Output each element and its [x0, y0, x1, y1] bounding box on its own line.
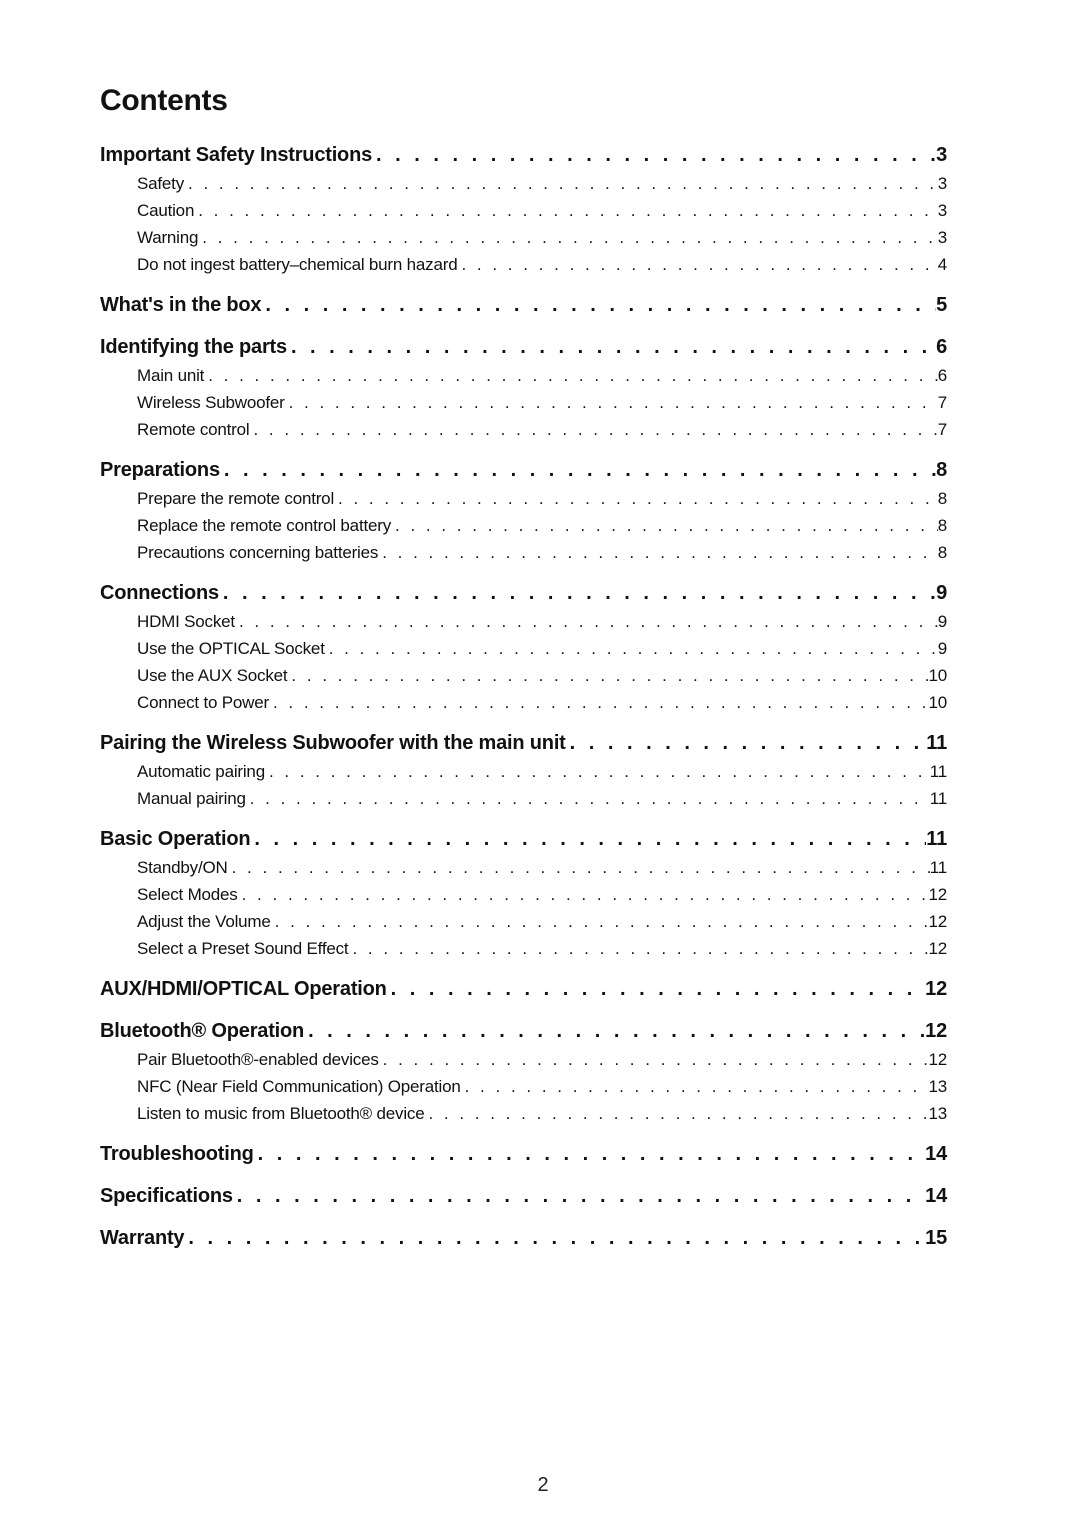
table-of-contents: [100, 141, 947, 1266]
dot-leader: [265, 758, 930, 785]
toc-subsection-title: Listen to music from Bluetooth® device: [137, 1104, 425, 1123]
dot-leader: [250, 825, 926, 854]
toc-section-title: Preparations: [100, 459, 220, 481]
toc-subsection-page: 12: [928, 939, 947, 958]
toc-subsection-page: 10: [928, 666, 947, 685]
toc-section-title: Bluetooth® Operation: [100, 1020, 305, 1042]
toc-subsection-title: Remote control: [137, 420, 250, 439]
toc-subsection-page: 3: [937, 201, 947, 220]
toc-section-page: 5: [936, 294, 947, 316]
toc-subsection-entry[interactable]: [100, 362, 947, 389]
toc-section-title: Troubleshooting: [100, 1143, 254, 1165]
toc-section-page: 12: [925, 1020, 947, 1042]
toc-subsection-entry[interactable]: [100, 1073, 947, 1100]
toc-section-page: 14: [925, 1185, 947, 1207]
toc-subsection-title: HDMI Socket: [137, 612, 235, 631]
toc-subsection-entry[interactable]: [100, 758, 947, 785]
dot-leader: [287, 662, 928, 689]
toc-subsection-title: Adjust the Volume: [137, 912, 271, 931]
toc-section: [100, 456, 947, 566]
toc-subsection-title: Precautions concerning batteries: [137, 543, 379, 562]
toc-subsection-entry[interactable]: [100, 170, 947, 197]
toc-subsection-page: 11: [929, 789, 947, 808]
toc-subsection-page: 13: [928, 1077, 947, 1096]
dot-leader: [246, 785, 930, 812]
toc-subsection-entry[interactable]: [100, 389, 947, 416]
toc-subsection-entry[interactable]: [100, 539, 947, 566]
toc-subsection-page: 6: [937, 366, 947, 385]
dot-leader: [235, 608, 938, 635]
toc-subsection-page: 7: [937, 420, 947, 439]
dot-leader: [348, 935, 928, 962]
dot-leader: [457, 251, 937, 278]
toc-subsection-page: 7: [937, 393, 947, 412]
page-number: 2: [537, 1474, 549, 1496]
dot-leader: [184, 1224, 925, 1253]
toc-subsection-page: 8: [937, 543, 947, 562]
dot-leader: [424, 1100, 928, 1127]
toc-section-page: 11: [926, 732, 947, 754]
toc-section-page: 11: [926, 828, 947, 850]
toc-section-entry[interactable]: [100, 1017, 947, 1046]
toc-subsection-page: 9: [937, 639, 947, 658]
toc-subsection-title: Pair Bluetooth®-enabled devices: [137, 1050, 379, 1069]
toc-subsection-entry[interactable]: [100, 416, 947, 443]
toc-subsection-entry[interactable]: [100, 854, 947, 881]
toc-subsection-title: Replace the remote control battery: [137, 516, 392, 535]
toc-subsection-title: Safety: [137, 174, 184, 193]
dot-leader: [228, 854, 930, 881]
toc-section-title: What's in the box: [100, 294, 262, 316]
toc-section-title: Connections: [100, 582, 219, 604]
toc-section-entry[interactable]: [100, 1140, 947, 1169]
toc-subsection-entry[interactable]: [100, 881, 947, 908]
toc-subsection-entry[interactable]: [100, 512, 947, 539]
toc-section: [100, 1017, 947, 1127]
toc-section: [100, 729, 947, 812]
dot-leader: [379, 1046, 929, 1073]
toc-section-title: AUX/HDMI/OPTICAL Operation: [100, 978, 387, 1000]
dot-leader: [261, 291, 936, 320]
toc-subsection-page: 12: [928, 912, 947, 931]
toc-subsection-entry[interactable]: [100, 785, 947, 812]
dot-leader: [334, 485, 938, 512]
toc-section-page: 6: [936, 336, 947, 358]
toc-section: [100, 291, 947, 320]
toc-subsection-page: 13: [928, 1104, 947, 1123]
toc-section-entry[interactable]: [100, 1224, 947, 1253]
dot-leader: [194, 197, 938, 224]
toc-subsection-entry[interactable]: [100, 224, 947, 251]
toc-subsection-title: Prepare the remote control: [137, 489, 335, 508]
toc-subsection-page: 4: [937, 255, 947, 274]
dot-leader: [372, 141, 936, 170]
toc-section-title: Specifications: [100, 1185, 233, 1207]
dot-leader: [387, 975, 925, 1004]
toc-subsection-title: Warning: [137, 228, 199, 247]
dot-leader: [204, 362, 938, 389]
dot-leader: [391, 512, 938, 539]
dot-leader: [378, 539, 938, 566]
dot-leader: [220, 456, 936, 485]
toc-section-page: 3: [936, 144, 947, 166]
toc-section-entry[interactable]: [100, 579, 947, 608]
toc-section-page: 8: [936, 459, 947, 481]
toc-section: [100, 1182, 947, 1211]
toc-section: [100, 825, 947, 962]
toc-subsection-page: 11: [929, 762, 947, 781]
dot-leader: [219, 579, 936, 608]
toc-section-entry[interactable]: [100, 141, 947, 170]
toc-section-page: 14: [925, 1143, 947, 1165]
toc-subsection-title: Use the OPTICAL Socket: [137, 639, 325, 658]
toc-subsection-title: Use the AUX Socket: [137, 666, 288, 685]
toc-subsection-page: 10: [928, 693, 947, 712]
toc-subsection-page: 12: [928, 1050, 947, 1069]
dot-leader: [304, 1017, 925, 1046]
toc-section-page: 12: [925, 978, 947, 1000]
toc-subsection-entry[interactable]: [100, 1046, 947, 1073]
toc-subsection-title: Main unit: [137, 366, 205, 385]
dot-leader: [271, 908, 929, 935]
toc-section-entry[interactable]: [100, 975, 947, 1004]
dot-leader: [325, 635, 938, 662]
toc-section-title: Pairing the Wireless Subwoofer with the main unit: [100, 732, 566, 754]
toc-subsection-entry[interactable]: [100, 635, 947, 662]
toc-section: [100, 333, 947, 443]
toc-section-page: 15: [925, 1227, 947, 1249]
toc-subsection-title: Select a Preset Sound Effect: [137, 939, 349, 958]
toc-section-title: Important Safety Instructions: [100, 144, 373, 166]
toc-section-title: Warranty: [100, 1227, 185, 1249]
dot-leader: [269, 689, 929, 716]
toc-section-page: 9: [936, 582, 947, 604]
toc-subsection-entry[interactable]: [100, 908, 947, 935]
toc-subsection-title: Standby/ON: [137, 858, 228, 877]
toc-subsection-page: 3: [937, 228, 947, 247]
toc-subsection-page: 12: [928, 885, 947, 904]
toc-subsection-page: 8: [937, 516, 947, 535]
dot-leader: [461, 1073, 929, 1100]
toc-subsection-page: 11: [929, 858, 947, 877]
dot-leader: [198, 224, 937, 251]
toc-section-entry[interactable]: [100, 825, 947, 854]
toc-subsection-entry[interactable]: [100, 1100, 947, 1127]
toc-subsection-page: 9: [937, 612, 947, 631]
toc-subsection-title: Select Modes: [137, 885, 238, 904]
toc-section-entry[interactable]: [100, 291, 947, 320]
dot-leader: [287, 333, 936, 362]
toc-section-entry[interactable]: [100, 333, 947, 362]
toc-section: [100, 1140, 947, 1169]
toc-subsection-title: Manual pairing: [137, 789, 246, 808]
dot-leader: [285, 389, 938, 416]
toc-subsection-title: Automatic pairing: [137, 762, 265, 781]
toc-subsection-entry[interactable]: [100, 935, 947, 962]
toc-subsection-entry[interactable]: [100, 251, 947, 278]
dot-leader: [249, 416, 937, 443]
toc-section-title: Identifying the parts: [100, 336, 287, 358]
toc-section-entry[interactable]: [100, 729, 947, 758]
dot-leader: [233, 1182, 925, 1211]
toc-section-entry[interactable]: [100, 456, 947, 485]
toc-section: [100, 579, 947, 716]
toc-subsection-entry[interactable]: [100, 689, 947, 716]
toc-section-entry[interactable]: [100, 1182, 947, 1211]
toc-subsection-title: Do not ingest battery–chemical burn hazard: [137, 255, 458, 274]
toc-subsection-title: Connect to Power: [137, 693, 269, 712]
toc-section: [100, 1224, 947, 1253]
toc-subsection-entry[interactable]: [100, 608, 947, 635]
toc-section: [100, 975, 947, 1004]
toc-subsection-title: Caution: [137, 201, 195, 220]
toc-subsection-title: NFC (Near Field Communication) Operation: [137, 1077, 461, 1096]
toc-section-title: Basic Operation: [100, 828, 251, 850]
toc-subsection-entry[interactable]: [100, 485, 947, 512]
toc-subsection-title: Wireless Subwoofer: [137, 393, 285, 412]
toc-subsection-entry[interactable]: [100, 662, 947, 689]
dot-leader: [254, 1140, 925, 1169]
dot-leader: [566, 729, 927, 758]
toc-subsection-page: 3: [937, 174, 947, 193]
page-title: Contents: [100, 84, 228, 117]
toc-subsection-page: 8: [937, 489, 947, 508]
dot-leader: [238, 881, 929, 908]
toc-subsection-entry[interactable]: [100, 197, 947, 224]
toc-section: [100, 141, 947, 278]
dot-leader: [184, 170, 938, 197]
